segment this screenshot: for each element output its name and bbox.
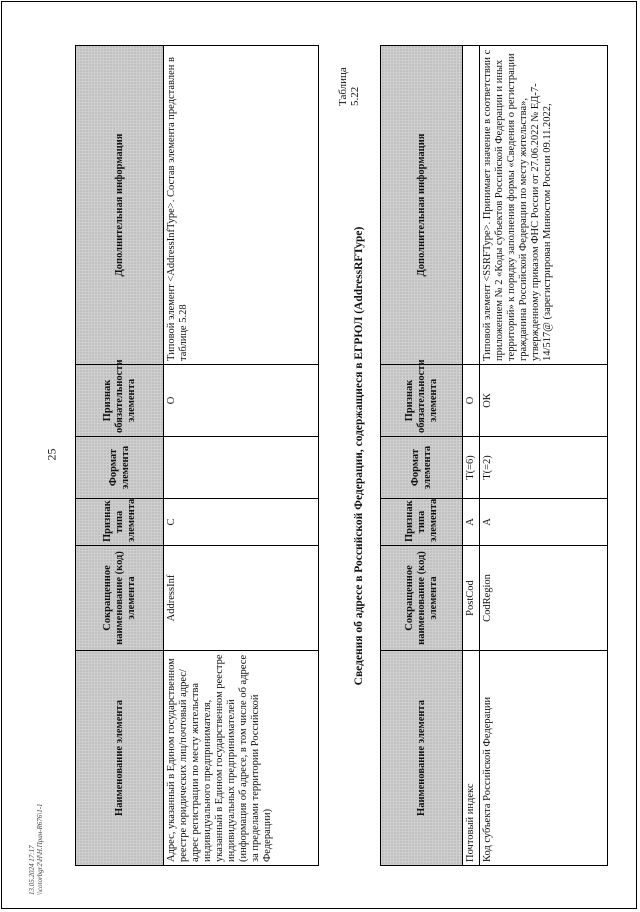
cell: Типовой элемент <AddressInfType>. Состав элемента представлен в таблице 5.28 <box>164 46 319 365</box>
cell: Код субъекта Российской Федерации <box>480 651 608 866</box>
cell: Адрес, указанный в Едином государственном реестре юридических лиц/почтовый адрес/адрес регистрации по месту жительства индивидуального предпринимателя, указанный в Едином государственном реестре индивидуальных предпринимателей (информация об адресе, в том числе об адресе за пределами территории Российской Федерации) <box>164 651 319 866</box>
cell: О <box>463 365 480 437</box>
cell: T(=6) <box>463 437 480 499</box>
cell: CodRegion <box>480 546 608 651</box>
table-number: Таблица 5.22 <box>337 67 361 106</box>
table-address-info <box>75 45 319 866</box>
table-header-row <box>76 46 164 866</box>
header-cell: Дополнительная информация <box>381 46 463 365</box>
cell: А <box>480 499 608 546</box>
header-cell: Наименование элемента <box>381 651 463 866</box>
table-row <box>480 46 608 866</box>
stamp-date: 13.05.2024 17:17 <box>28 845 36 895</box>
header-cell: Дополнительная информация <box>76 46 164 365</box>
cell: PostCod <box>463 546 480 651</box>
table-title: Сведения об адресе в Российской Федерации, содержащиеся в ЕГРЮЛ (AddressRFType) <box>353 226 365 686</box>
cell: О <box>164 365 319 437</box>
stamp-path: \\cotorbgr2\Н\Н.Пран-R676\1-1 <box>36 803 44 895</box>
table-row <box>164 46 319 866</box>
cell: С <box>164 499 319 546</box>
page-number: 25 <box>44 448 59 461</box>
cell: T(=2) <box>480 437 608 499</box>
cell: Типовой элемент <SSRFType>. Принимает значение в соответствии с приложением № 2 «Коды субъектов Российской Федерации и иных территорий» к порядку заполнения формы «Сведения о регистрации гражданина Российской Федерации по месту жительства», утвержденному приказом ФНС России от 27.06.2022 № ЕД-7-14/517@ (зарегистрирован Минюстом России 09.11.2022, <box>480 46 608 365</box>
header-cell: Сокращенное наименование (код) элемента <box>76 546 164 651</box>
print-stamp <box>28 803 44 895</box>
header-cell: Наименование элемента <box>76 651 164 866</box>
header-cell: Признак типа элемента <box>381 499 463 546</box>
rotated-content <box>75 46 635 866</box>
header-cell: Формат элемента <box>381 437 463 499</box>
header-cell: Признак обязательности элемента <box>381 365 463 437</box>
cell: ОК <box>480 365 608 437</box>
cell: А <box>463 499 480 546</box>
table-header-row <box>381 46 463 866</box>
header-cell: Признак типа элемента <box>76 499 164 546</box>
cell <box>164 437 319 499</box>
header-cell: Сокращенное наименование (код) элемента <box>381 546 463 651</box>
header-cell: Формат элемента <box>76 437 164 499</box>
header-cell: Признак обязательности элемента <box>76 365 164 437</box>
table-row <box>463 46 480 866</box>
cell <box>463 46 480 365</box>
cell: AddressInf <box>164 546 319 651</box>
cell: Почтовый индекс <box>463 651 480 866</box>
table-address-rf <box>380 45 608 866</box>
